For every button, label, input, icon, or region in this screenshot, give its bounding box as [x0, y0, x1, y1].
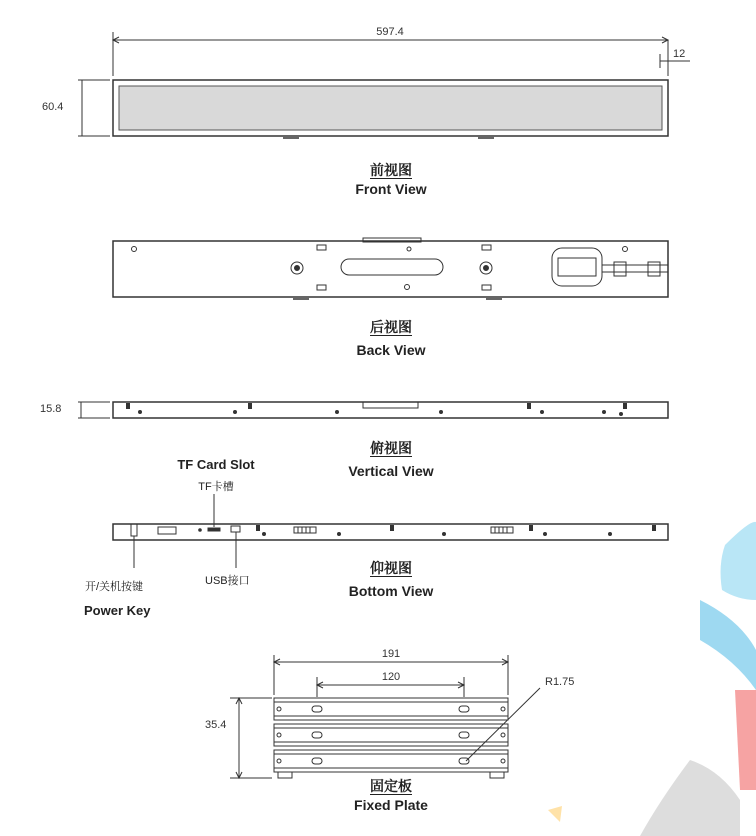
watermark-blue-arc: [700, 600, 756, 690]
vent-right: [491, 527, 513, 533]
front-height-dimension: 60.4: [42, 101, 64, 113]
vertical-view-caption-cn: 俯视图: [370, 440, 412, 456]
bottom-view-caption-en: Bottom View: [348, 583, 434, 599]
front-screen: [119, 86, 662, 130]
front-foot-right: [478, 136, 494, 139]
vertical-view-caption-en: Vertical View: [348, 463, 434, 479]
bottom-rect-port: [158, 527, 176, 534]
front-view-caption-en: Front View: [355, 181, 427, 197]
tf-card-slot-label-en: TF Card Slot: [177, 457, 255, 472]
top-center-notch: [363, 402, 418, 408]
plate-hole: [312, 706, 322, 712]
back-foot-left: [293, 297, 309, 300]
vertical-thickness-dimension: 15.8: [40, 403, 62, 415]
fixed-plate-caption-en: Fixed Plate: [354, 797, 428, 813]
front-foot-left: [283, 136, 299, 139]
power-key-label-cn: 开/关机按键: [85, 581, 144, 593]
watermark-gray-shape: [640, 760, 740, 836]
back-hole-center-bottom: [405, 285, 410, 290]
tf-card-slot-label-cn: TF卡槽: [198, 481, 234, 493]
bottom-view-caption-cn: 仰视图: [370, 560, 412, 576]
bottom-view: [113, 494, 668, 568]
fixed-plate-caption-cn: 固定板: [370, 778, 412, 794]
back-connector: [614, 262, 626, 276]
front-view: [78, 32, 690, 139]
back-slot-2: [317, 285, 326, 290]
plate-strip-3: [274, 750, 508, 772]
usb-port: [231, 526, 240, 532]
vertical-view: [78, 402, 668, 418]
watermark-blue-curve: [721, 522, 756, 600]
usb-port-label: USB接口: [205, 575, 250, 587]
watermark: [548, 522, 756, 836]
back-slot-3: [482, 245, 491, 250]
top-frame: [113, 402, 668, 418]
back-hole-right: [623, 247, 628, 252]
front-view-caption-cn: 前视图: [370, 162, 412, 178]
plate-inner-dimension: 120: [381, 671, 401, 683]
plate-radius-dimension: R1.75: [545, 676, 575, 688]
back-module-outer: [552, 248, 602, 286]
back-hole-center-top: [407, 247, 411, 251]
back-view-caption-cn: 后视图: [370, 319, 412, 335]
back-frame: [113, 241, 668, 297]
tf-card-slot: [208, 528, 220, 531]
back-hole-left: [132, 247, 137, 252]
back-view-caption-en: Back View: [356, 342, 426, 358]
back-view: [113, 238, 668, 300]
watermark-red-shape: [735, 690, 756, 790]
plate-height-dimension: 35.4: [205, 719, 227, 731]
back-module-inner: [558, 258, 596, 276]
power-key: [131, 524, 137, 536]
vent-left: [294, 527, 316, 533]
power-key-label-en: Power Key: [84, 603, 151, 618]
plate-strip-1: [274, 698, 508, 720]
front-right-dimension: 12: [673, 48, 686, 60]
back-slot-1: [317, 245, 326, 250]
back-center-slot: [341, 259, 443, 275]
front-width-dimension: 597.4: [376, 26, 404, 38]
plate-outer-dimension: 191: [381, 648, 401, 660]
plate-strip-2: [274, 724, 508, 746]
back-slot-4: [482, 285, 491, 290]
watermark-yellow-dot: [548, 806, 562, 822]
back-foot-right: [486, 297, 502, 300]
